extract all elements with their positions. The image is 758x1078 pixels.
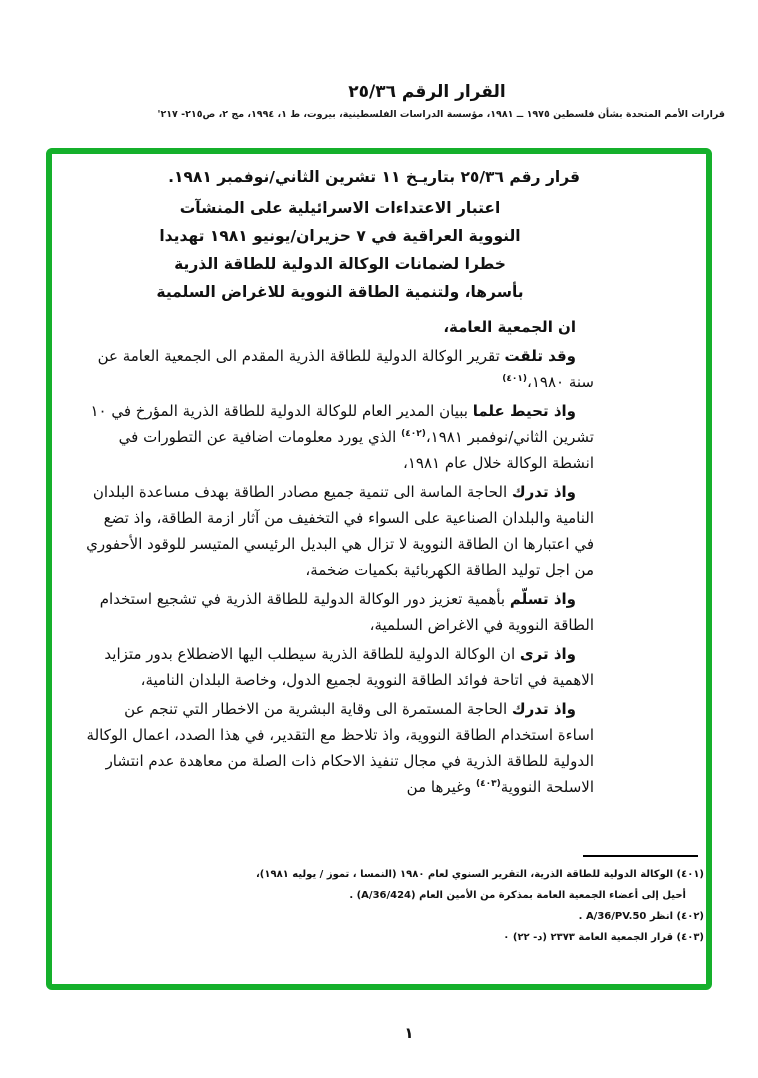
- paragraph-text-continued: وغيرها من: [406, 778, 477, 796]
- paragraph-text-continued: الذي يورد معلومات اضافية عن التطورات في انشطة الوكالة خلال عام ١٩٨١،: [118, 428, 594, 472]
- footnote-403: [306, 927, 704, 948]
- paragraph-text: الحاجة المستمرة الى وقاية البشرية من الاخطار التي تنجم عن اساءة استخدام الطاقة النووية، واذ تلاحظ مع التقدير، في هذا الصدد، اعمال الوكالة الدولية للطاقة الذرية في مجال تنفيذ الاحكام ذات الصلة من معاهدة عدم انتشار الاسلحة النووية: [86, 700, 594, 796]
- footnote-ref-402: (٤٠٢): [401, 429, 426, 439]
- footnote-ref-403: (٤٠٣): [476, 779, 501, 789]
- paragraph-text: الحاجة الماسة الى تنمية جميع مصادر الطاقة بهدف مساعدة البلدان النامية والبلدان الصناعية على السواء في التخفيف من آثار ازمة الطاقة، واذ تضع في اعتبارها ان الطاقة النووية لا تزال هي البديل الرئيسي المتيسر للوقود الأحفوري من اجل توليد الطاقة الكهربائية بكميات ضخمة،: [86, 483, 594, 579]
- paragraph-lead: واذ تسلّم: [509, 590, 576, 608]
- paragraph-lead: واذ ترى: [519, 645, 576, 663]
- page-title: القرار الرقم ٢٥/٣٦: [348, 82, 506, 102]
- paragraph-lead: واذ تدرك: [511, 483, 576, 501]
- paragraph-lead: واذ تحيط علما: [472, 402, 576, 420]
- footnote-number: (٤٠١): [676, 869, 704, 880]
- subtitle-line-1: اعتبار الاعتداءات الاسرائيلية على المنشآت: [179, 199, 501, 217]
- subtitle-line-3: خطرا لضمانات الوكالة الدولية للطاقة الذرية: [174, 255, 506, 273]
- preamble-paragraph-2: [86, 398, 594, 476]
- footnote-text: قرار الجمعية العامة ٢٣٧٣ (د- ٢٢) ٠: [503, 932, 674, 943]
- paragraph-lead: وقد تلقت: [504, 347, 576, 365]
- footnote-number: (٤٠٣): [676, 932, 704, 943]
- footnote-text: الوكالة الدولية للطاقة الذرية، التقرير السنوي لعام ١٩٨٠ (النمسا ، تموز / يوليه ١٩٨١)،: [256, 869, 674, 880]
- preamble-paragraph-5: [86, 641, 594, 693]
- resolution-body: [52, 154, 706, 800]
- preamble-paragraph-6: [86, 696, 594, 800]
- paragraph-text: ان الوكالة الدولية للطاقة الذرية سيطلب اليها الاضطلاع بدور متزايد الاهمية في اتاحة فوائد الطاقة النووية لجميع الدول، وخاصة البلدان النامية،: [104, 645, 594, 689]
- footnote-402: [306, 906, 704, 927]
- resolution-subtitle: [86, 194, 594, 306]
- footnote-separator: [583, 855, 698, 857]
- footnote-401: [256, 864, 704, 885]
- preamble-paragraph-1: [86, 343, 594, 395]
- paragraph-lead: واذ تدرك: [511, 700, 576, 718]
- preamble-paragraph-3: [86, 479, 594, 583]
- subtitle-line-4: بأسرها، ولتنمية الطاقة النووية للاغراض السلمية: [156, 283, 524, 301]
- paragraph-text: تقرير الوكالة الدولية للطاقة الذرية المقدم الى الجمعية العامة عن سنة ١٩٨٠،: [97, 347, 594, 391]
- subtitle-line-2: النووية العراقية في ٧ حزيران/يونيو ١٩٨١ تهديدا: [159, 227, 521, 245]
- source-citation: قرارات الأمم المتحدة بشأن فلسطين ١٩٧٥ ــ ١٩٨١، مؤسسة الدراسات الفلسطينية، بيروت، ط ١، ١٩٩٤، مج ٢، ص٢١٥- ٢١٧': [157, 109, 725, 120]
- resolution-heading: قرار رقم ٢٥/٣٦ بتاريـخ ١١ تشرين الثاني/نوفمبر ١٩٨١.: [168, 168, 580, 186]
- footnote-ref-401: (٤٠١): [502, 374, 528, 384]
- footnotes: [256, 855, 704, 948]
- resolution-frame: [46, 148, 712, 990]
- footnote-text: انظر A/36/PV.50 .: [578, 911, 674, 922]
- paragraph-text: بأهمية تعزيز دور الوكالة الدولية للطاقة الذرية في تشجيع استخدام الطاقة النووية في الاغراض السلمية،: [99, 590, 594, 634]
- footnote-text: أحيل إلى أعضاء الجمعية العامة بمذكرة من الأمين العام (A/36/424) .: [349, 890, 686, 901]
- footnote-401-continued: [306, 885, 704, 906]
- page-number: ١: [404, 1024, 414, 1042]
- footnote-number: (٤٠٢): [676, 911, 704, 922]
- preamble-paragraph-4: [86, 586, 594, 638]
- paragraph-text: ببيان المدير العام للوكالة الدولية للطاقة الذرية المؤرخ في ١٠ تشرين الثاني/نوفمبر ١٩٨١،: [90, 402, 594, 446]
- opening-phrase: ان الجمعية العامة،: [443, 318, 576, 336]
